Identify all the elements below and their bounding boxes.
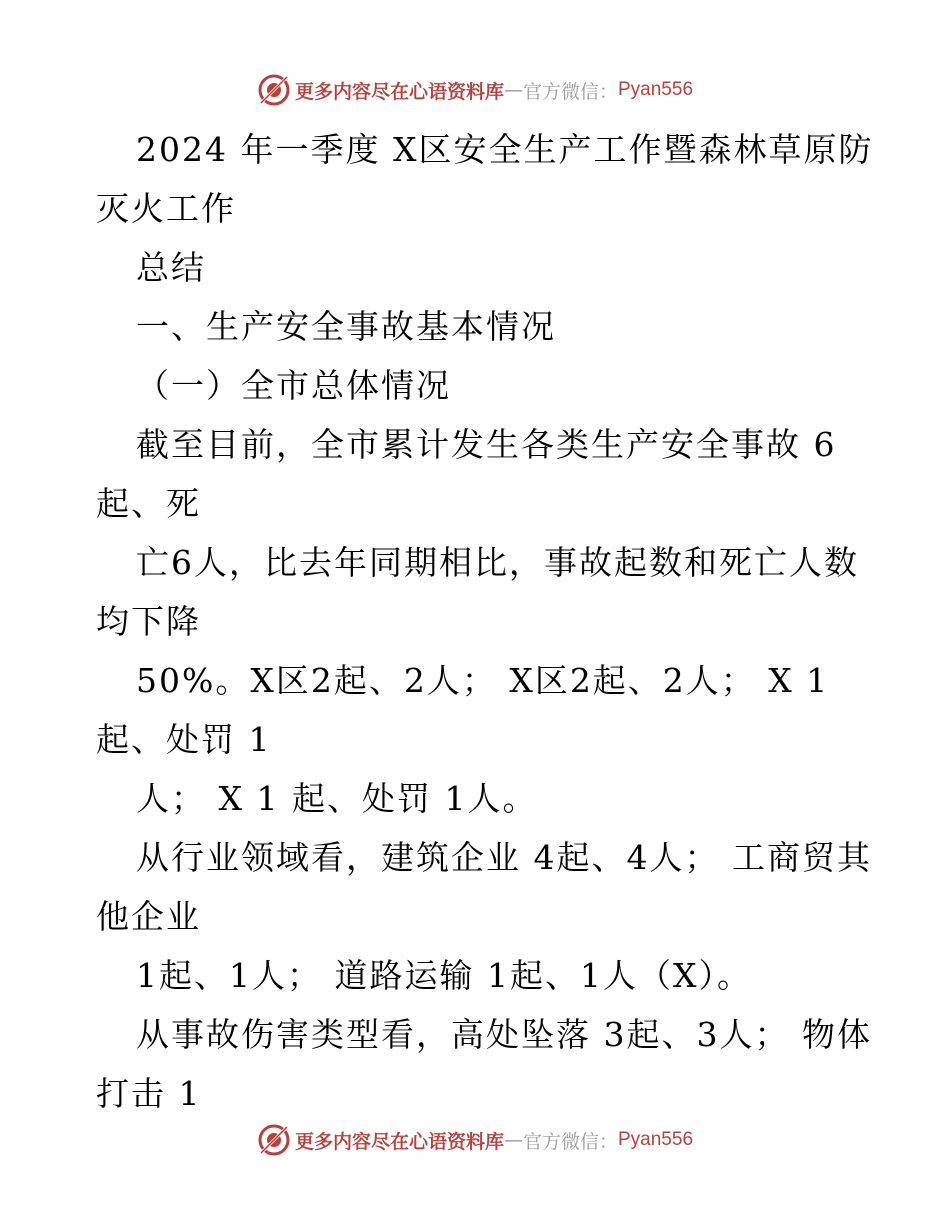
watermark-id-text: Pyan556 [618, 79, 694, 100]
document-body [96, 120, 874, 1123]
watermark-sub-text: 官方微信： [522, 1130, 618, 1153]
watermark-id-text: Pyan556 [618, 1129, 694, 1150]
watermark-sub-text: 官方微信： [522, 80, 618, 103]
text-line: 1起、1人； 道路运输 1起、1人（X）。 [136, 956, 752, 995]
text-line: 打击 1 [96, 1074, 202, 1113]
text-line: 起、死 [96, 484, 201, 523]
text-line: 从行业领域看，建筑企业 4起、4人； 工商贸其 [136, 838, 872, 877]
text-line: 截至目前，全市累计发生各类生产安全事故 6 [136, 425, 837, 464]
watermark-logo-icon [257, 73, 291, 107]
text-line: 总结 [136, 248, 206, 287]
watermark-separator: — [503, 1129, 523, 1151]
watermark-main-text: 更多内容尽在心语资料库 [294, 1130, 504, 1153]
text-line: 起、处罚 1 [96, 720, 272, 759]
text-line: （一）全市总体情况 [136, 366, 451, 405]
text-line: 亡6人，比去年同期相比，事故起数和死亡人数 [136, 543, 859, 582]
text-line: 从事故伤害类型看，高处坠落 3起、3人； 物体 [136, 1015, 872, 1054]
text-line: 均下降 [96, 602, 201, 641]
text-line: 50%。X区2起、2人； X区2起、2人； X 1 [136, 661, 830, 700]
text-line: 2024 年一季度 X区安全生产工作暨森林草原防 [136, 130, 874, 169]
text-line: 人； X 1 起、处罚 1人。 [136, 779, 538, 818]
text-line: 灭火工作 [96, 189, 236, 228]
watermark-main-text: 更多内容尽在心语资料库 [294, 80, 504, 103]
text-line: 一、生产安全事故基本情况 [136, 307, 556, 346]
watermark-logo-icon [257, 1123, 291, 1157]
footer-watermark [0, 1120, 950, 1160]
watermark-separator: — [503, 79, 523, 101]
text-line: 他企业 [96, 897, 201, 936]
header-watermark [0, 70, 950, 110]
